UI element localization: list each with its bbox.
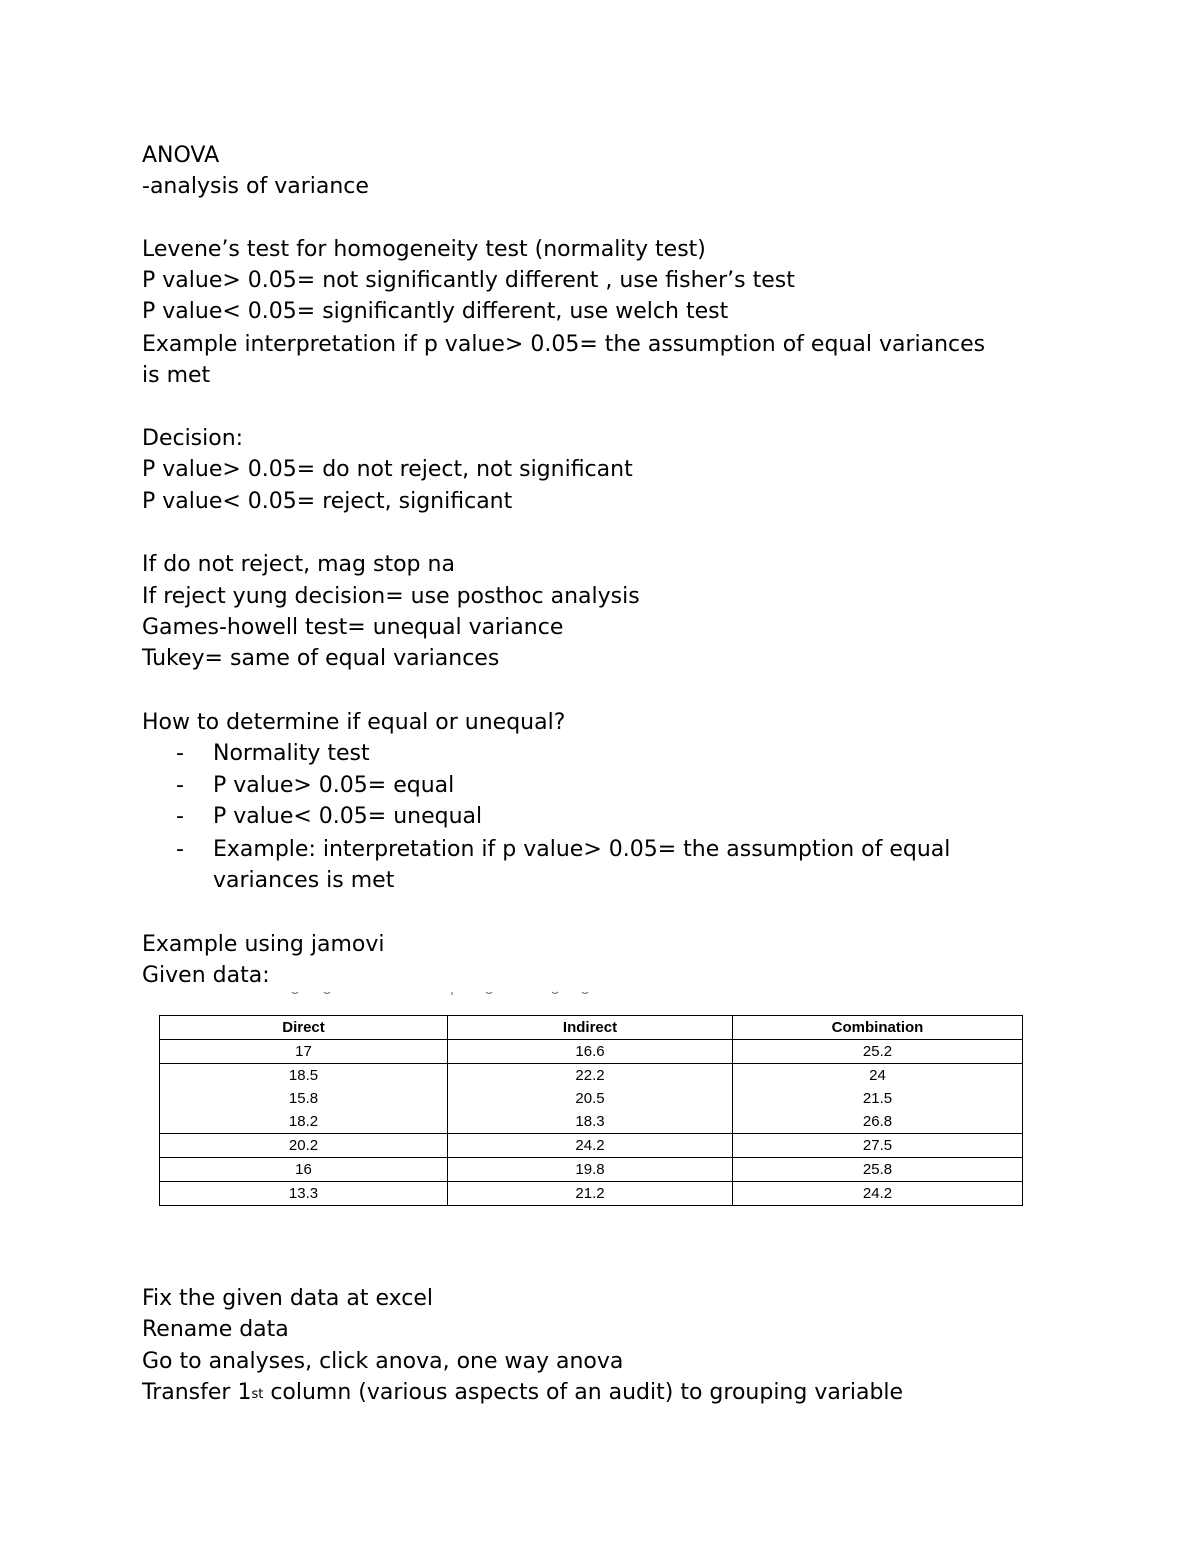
example-line-1: Example using jamovi	[142, 932, 385, 957]
levene-line-4: Example interpretation if p value> 0.05= the assumption of equal variances	[142, 332, 986, 357]
table-cell: 24	[733, 1064, 1023, 1088]
decision-line-2: P value< 0.05= reject, significant	[142, 489, 513, 514]
ordinal-suffix: st	[251, 1387, 264, 1402]
table-cell: 27.5	[733, 1134, 1023, 1158]
table-cell: 25.2	[733, 1040, 1023, 1064]
column-header: Combination	[733, 1016, 1023, 1040]
bullet-dash: -	[176, 804, 184, 829]
table-row	[160, 1087, 1023, 1110]
posthoc-line-2: If reject yung decision= use posthoc analysis	[142, 584, 640, 609]
table-cell: 17	[160, 1040, 448, 1064]
bullet-item: Normality test	[213, 741, 370, 766]
bullet-item: P value> 0.05= equal	[213, 773, 455, 798]
bullet-dash: -	[176, 741, 184, 766]
table-cell: 21.2	[448, 1182, 733, 1206]
levene-line-3: P value< 0.05= significantly different, use welch test	[142, 299, 729, 324]
step-line-4-prefix: Transfer 1	[142, 1380, 252, 1405]
given-data-table	[159, 1015, 1022, 1205]
table-cell: 13.3	[160, 1182, 448, 1206]
levene-line-2: P value> 0.05= not significantly different , use fisher’s test	[142, 268, 795, 293]
bullet-item: Example: interpretation if p value> 0.05= the assumption of equal	[213, 837, 951, 862]
table-cell: 19.8	[448, 1158, 733, 1182]
table-cell: 15.8	[160, 1087, 448, 1110]
table-row	[160, 1182, 1023, 1206]
bullet-dash: -	[176, 837, 184, 862]
doc-subtitle: -analysis of variance	[142, 174, 369, 199]
data-table	[159, 1015, 1023, 1206]
bullet-continuation: variances is met	[213, 868, 395, 893]
table-cell: 20.2	[160, 1134, 448, 1158]
table-header-row	[160, 1016, 1023, 1040]
column-header: Indirect	[448, 1016, 733, 1040]
table-cell: 16	[160, 1158, 448, 1182]
table-cell: 26.8	[733, 1110, 1023, 1134]
table-cell: 20.5	[448, 1087, 733, 1110]
decision-label: Decision:	[142, 426, 244, 451]
step-line-4	[142, 1377, 903, 1408]
table-row	[160, 1158, 1023, 1182]
bullet-item: P value< 0.05= unequal	[213, 804, 483, 829]
posthoc-line-4: Tukey= same of equal variances	[142, 646, 500, 671]
table-cell: 24.2	[448, 1134, 733, 1158]
determine-question: How to determine if equal or unequal?	[142, 710, 566, 735]
decision-line-1: P value> 0.05= do not reject, not significant	[142, 457, 633, 482]
table-row	[160, 1064, 1023, 1088]
doc-title: ANOVA	[142, 143, 220, 168]
step-line-4-suffix: column (various aspects of an audit) to grouping variable	[263, 1380, 904, 1405]
step-line-1: Fix the given data at excel	[142, 1286, 434, 1311]
bullet-dash: -	[176, 773, 184, 798]
table-cell: 24.2	[733, 1182, 1023, 1206]
table-cell: 16.6	[448, 1040, 733, 1064]
step-line-3: Go to analyses, click anova, one way anova	[142, 1349, 624, 1374]
table-cell: 25.8	[733, 1158, 1023, 1182]
table-cell: 21.5	[733, 1087, 1023, 1110]
crop-remnant-marks	[250, 988, 610, 998]
step-line-2: Rename data	[142, 1317, 289, 1342]
posthoc-line-1: If do not reject, mag stop na	[142, 552, 455, 577]
column-header: Direct	[160, 1016, 448, 1040]
levene-line-1: Levene’s test for homogeneity test (normality test)	[142, 237, 706, 262]
table-row	[160, 1134, 1023, 1158]
posthoc-line-3: Games-howell test= unequal variance	[142, 615, 564, 640]
levene-line-5: is met	[142, 363, 211, 388]
table-cell: 18.5	[160, 1064, 448, 1088]
table-cell: 18.3	[448, 1110, 733, 1134]
table-row	[160, 1110, 1023, 1134]
table-cell: 22.2	[448, 1064, 733, 1088]
table-cell: 18.2	[160, 1110, 448, 1134]
example-line-2: Given data:	[142, 963, 270, 988]
table-row	[160, 1040, 1023, 1064]
